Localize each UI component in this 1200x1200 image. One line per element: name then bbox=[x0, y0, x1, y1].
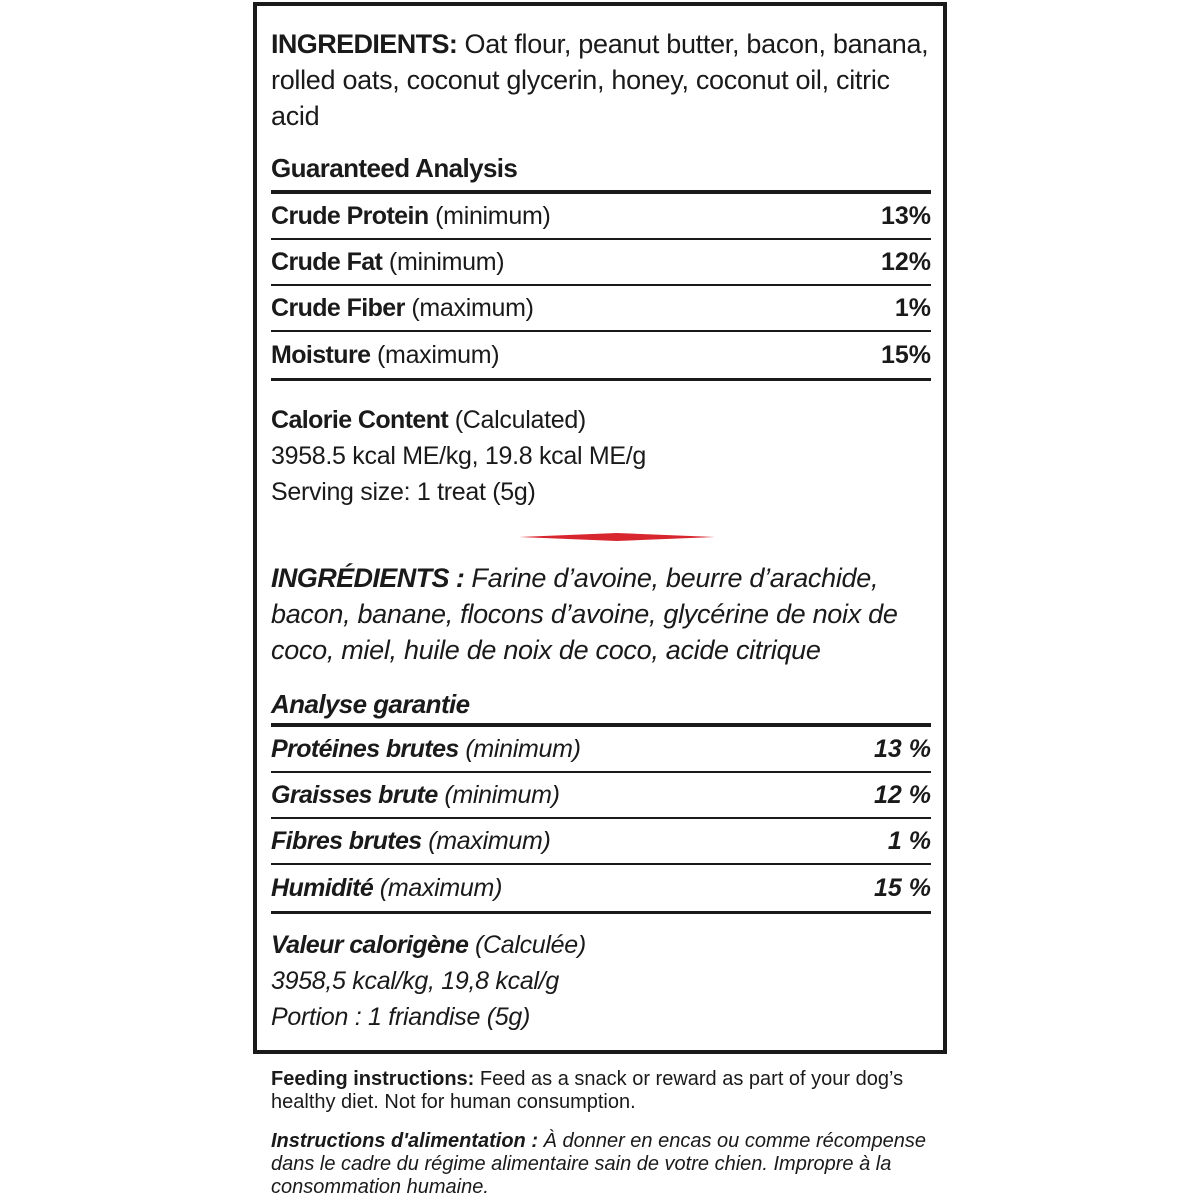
row-name: Fibres brutes bbox=[271, 826, 422, 855]
row-qualifier: (minimum) bbox=[382, 247, 505, 276]
row-value: 12 % bbox=[874, 780, 931, 809]
row-name: Protéines brutes bbox=[271, 734, 459, 763]
calorie-heading: Valeur calorigène bbox=[271, 931, 469, 959]
table-row bbox=[271, 727, 931, 773]
table-row bbox=[271, 865, 931, 911]
language-divider bbox=[519, 533, 715, 541]
ingredients-fr-heading: INGRÉDIENTS : bbox=[271, 563, 465, 593]
row-qualifier: (minimum) bbox=[458, 734, 581, 763]
calorie-values: 3958.5 kcal ME/kg, 19.8 kcal ME/g bbox=[271, 442, 647, 470]
feeding-fr-heading: Instructions d'alimentation : bbox=[271, 1130, 538, 1152]
row-name: Crude Protein bbox=[271, 201, 429, 230]
table-row bbox=[271, 332, 931, 378]
serving-size: Serving size: 1 treat (5g) bbox=[271, 478, 536, 506]
table-row bbox=[271, 819, 931, 865]
calorie-content-fr bbox=[271, 927, 586, 1035]
serving-size: Portion : 1 friandise (5g) bbox=[271, 1003, 530, 1031]
row-qualifier: (maximum) bbox=[373, 873, 503, 902]
row-qualifier: (minimum) bbox=[428, 201, 551, 230]
row-name: Moisture bbox=[271, 340, 371, 369]
calorie-qualifier: (Calculée) bbox=[468, 931, 586, 959]
row-qualifier: (minimum) bbox=[437, 780, 560, 809]
feeding-en-text: Feed as a snack or reward as part of your dog’s healthy diet. Not for human consumption. bbox=[271, 1068, 904, 1113]
row-qualifier: (maximum) bbox=[404, 293, 534, 322]
feeding-fr-text: À donner en encas ou comme récompense dans le cadre du régime alimentaire sain de votre chien. Impropre à la consommation humaine. bbox=[271, 1130, 926, 1198]
table-row bbox=[271, 240, 931, 286]
nutrition-panel bbox=[253, 2, 947, 1054]
row-qualifier: (maximum) bbox=[370, 340, 500, 369]
row-value: 12% bbox=[880, 247, 931, 276]
table-row bbox=[271, 773, 931, 819]
analysis-table-fr bbox=[271, 723, 931, 914]
row-name: Humidité bbox=[271, 873, 374, 902]
row-value: 1 % bbox=[887, 826, 931, 855]
calorie-qualifier: (Calculated) bbox=[448, 406, 586, 434]
analysis-title-fr: Analyse garantie bbox=[271, 689, 470, 719]
row-name: Crude Fiber bbox=[271, 293, 405, 322]
calorie-content-en bbox=[271, 402, 646, 510]
analysis-table-en bbox=[271, 190, 931, 381]
row-value: 1% bbox=[894, 293, 931, 322]
row-value: 13 % bbox=[874, 734, 931, 763]
ingredients-fr bbox=[271, 560, 943, 668]
feeding-instructions-en bbox=[271, 1068, 951, 1114]
calorie-heading: Calorie Content bbox=[271, 406, 449, 434]
calorie-values: 3958,5 kcal/kg, 19,8 kcal/g bbox=[271, 967, 559, 995]
ingredients-en-text: Oat flour, peanut butter, bacon, banana, rolled oats, coconut glycerin, honey, coconut oil, citric acid bbox=[271, 29, 929, 131]
ingredients-en bbox=[271, 26, 943, 134]
feeding-instructions-fr bbox=[271, 1130, 951, 1199]
analysis-title-en: Guaranteed Analysis bbox=[271, 153, 518, 183]
ingredients-en-heading: INGREDIENTS: bbox=[271, 29, 458, 59]
feeding-en-heading: Feeding instructions: bbox=[271, 1068, 475, 1090]
row-value: 15 % bbox=[874, 873, 931, 902]
table-row bbox=[271, 286, 931, 332]
row-name: Crude Fat bbox=[271, 247, 383, 276]
row-value: 15% bbox=[880, 340, 931, 369]
ingredients-fr-text: Farine d’avoine, beurre d’arachide, bacon, banane, flocons d’avoine, glycérine de noix de coco, miel, huile de noix de coco, acide citrique bbox=[271, 563, 898, 665]
row-qualifier: (maximum) bbox=[421, 826, 551, 855]
table-row bbox=[271, 194, 931, 240]
row-name: Graisses brute bbox=[271, 780, 438, 809]
row-value: 13% bbox=[880, 201, 931, 230]
